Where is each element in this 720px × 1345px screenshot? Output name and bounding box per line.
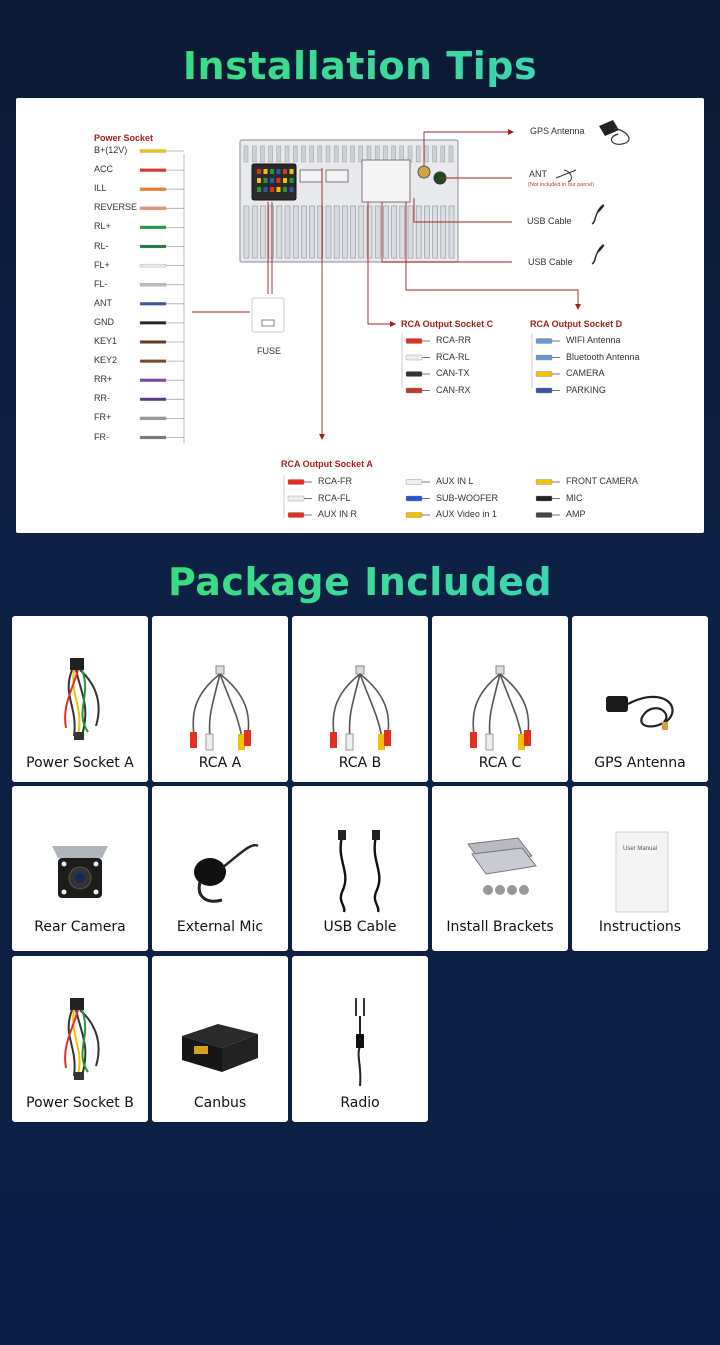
connector-pin xyxy=(290,178,294,183)
heat-fin xyxy=(301,206,306,258)
power-wire xyxy=(140,245,166,248)
microphone-icon xyxy=(152,802,288,920)
rca-plug xyxy=(536,513,552,518)
connector-pin xyxy=(270,178,274,183)
power-pin-label: FL- xyxy=(94,278,108,289)
power-pin-label: RR- xyxy=(94,393,110,404)
heat-fin xyxy=(285,146,289,162)
power-pin-label: KEY2 xyxy=(94,355,118,366)
heat-fin xyxy=(293,146,297,162)
rca-plug xyxy=(406,513,422,518)
socket-item-label: RCA-RR xyxy=(436,335,471,345)
rca-plug xyxy=(406,355,422,360)
heat-fin xyxy=(318,146,322,162)
socket-a-title: RCA Output Socket A xyxy=(281,459,373,469)
arrow-head xyxy=(508,129,514,135)
socket-item-label: CAN-TX xyxy=(436,368,470,378)
connector-pin xyxy=(277,178,281,183)
heat-fin xyxy=(433,146,437,162)
heat-fin xyxy=(260,206,265,258)
heat-fin xyxy=(400,206,405,258)
usb-cable-icon xyxy=(292,802,428,920)
power-pin-label: GND xyxy=(94,316,114,327)
socket-item-label: AUX IN L xyxy=(436,476,474,486)
usb-cable-1-label: USB Cable xyxy=(527,216,572,226)
heat-fin xyxy=(441,146,445,162)
rca-plug xyxy=(288,480,304,485)
port-block xyxy=(300,170,322,182)
socket-item-label: AUX Video in 1 xyxy=(436,509,497,519)
rear-camera-icon xyxy=(12,802,148,920)
gps-antenna-icon xyxy=(572,636,708,754)
socket-item-label: AUX IN R xyxy=(318,509,358,519)
socket-item-label: Bluetooth Antenna xyxy=(566,351,640,362)
power-wire xyxy=(140,436,166,439)
power-pin-label: RL- xyxy=(94,240,109,251)
socket-item-label: MIC xyxy=(566,492,583,503)
power-wire xyxy=(140,169,166,172)
power-wire xyxy=(140,321,166,324)
package-card xyxy=(152,786,288,951)
heat-fin xyxy=(351,206,356,258)
rca-plug xyxy=(536,372,552,377)
rca-plug xyxy=(288,513,304,518)
port-block xyxy=(326,170,348,182)
package-card xyxy=(572,786,708,951)
package-item-name: GPS Antenna xyxy=(594,755,686,771)
heat-fin xyxy=(342,206,347,258)
package-item-name: USB Cable xyxy=(323,919,397,935)
connector-pin xyxy=(264,178,268,183)
package-card xyxy=(152,956,288,1122)
power-wire xyxy=(140,379,166,382)
usb-icon xyxy=(592,245,604,264)
package-card xyxy=(432,786,568,951)
heat-fin xyxy=(293,206,298,258)
heat-fin xyxy=(433,206,438,258)
wiring-diagram xyxy=(16,98,704,533)
connector-pin xyxy=(277,169,281,174)
rca-plug xyxy=(536,355,552,360)
heat-fin xyxy=(244,206,249,258)
radio-cable-icon xyxy=(292,976,428,1094)
power-pin-label: FL+ xyxy=(94,259,110,270)
connector-pin xyxy=(283,178,287,183)
connector-pin xyxy=(290,187,294,192)
package-card xyxy=(152,616,288,782)
heat-fin xyxy=(392,206,397,258)
package-item-name: Radio xyxy=(340,1095,380,1111)
socket-c-title: RCA Output Socket C xyxy=(401,319,494,329)
rca-plug xyxy=(536,339,552,344)
package-item-name: RCA C xyxy=(478,755,522,771)
package-item-name: Instructions xyxy=(598,919,682,935)
package-item-name: Rear Camera xyxy=(34,919,126,935)
package-card xyxy=(12,616,148,782)
fuse-box xyxy=(252,298,284,332)
heat-fin xyxy=(252,206,257,258)
package-card xyxy=(292,786,428,951)
power-wire xyxy=(140,302,166,305)
power-pin-label: B+(12V) xyxy=(94,145,128,155)
power-socket-title: Power Socket xyxy=(94,133,154,143)
gps-port xyxy=(418,166,430,178)
arrow-head xyxy=(575,304,581,310)
usb-cable-2-label: USB Cable xyxy=(528,257,573,267)
heat-fin xyxy=(383,206,388,258)
usb-icon xyxy=(592,205,604,224)
rca-plug xyxy=(536,496,552,501)
package-card xyxy=(432,616,568,782)
package-card xyxy=(292,956,428,1122)
heat-fin xyxy=(351,146,355,162)
power-pin-label: ILL xyxy=(94,183,107,194)
rca-plug xyxy=(406,372,422,377)
package-item-name: Power Socket A xyxy=(26,755,134,771)
connector-pin xyxy=(270,187,274,192)
socket-item-label: RCA-FL xyxy=(318,492,351,503)
heat-fin xyxy=(424,146,428,162)
heat-fin xyxy=(301,146,305,162)
rca-plug xyxy=(536,480,552,485)
ant-label: ANT xyxy=(529,169,547,179)
heat-fin xyxy=(359,206,364,258)
connector-pin xyxy=(257,169,261,174)
socket-item-label: SUB-WOOFER xyxy=(436,492,498,503)
connector-pin xyxy=(257,178,261,183)
connector-pin xyxy=(264,187,268,192)
socket-item-label: PARKING xyxy=(566,384,606,395)
heat-fin xyxy=(310,206,315,258)
heat-fin xyxy=(285,206,290,258)
connector-pin xyxy=(290,169,294,174)
connector-pin xyxy=(283,169,287,174)
fuse-element xyxy=(262,320,274,326)
socket-d-title: RCA Output Socket D xyxy=(530,319,623,329)
heat-fin xyxy=(416,206,421,258)
arrow-head xyxy=(390,321,396,327)
power-wire xyxy=(140,360,166,363)
heat-fin xyxy=(424,206,429,258)
power-wire xyxy=(140,150,166,153)
connector-pin xyxy=(257,187,261,192)
package-item-name: RCA A xyxy=(198,755,242,771)
power-wire xyxy=(140,398,166,401)
socket-item-label: CAN-RX xyxy=(436,384,471,395)
ant-note: (Not included in our parcel) xyxy=(528,182,595,188)
power-wire xyxy=(140,264,166,267)
connector-pin xyxy=(264,169,268,174)
power-wire xyxy=(140,283,166,286)
heat-fin xyxy=(277,146,281,162)
rca-plug xyxy=(406,496,422,501)
section-title-package: Package Included xyxy=(0,560,720,604)
heat-fin xyxy=(326,146,330,162)
socket-item-label: AMP xyxy=(566,509,586,519)
heat-fin xyxy=(342,146,346,162)
connector-pin xyxy=(283,187,287,192)
heat-fin xyxy=(334,146,338,162)
power-pin-label: FR- xyxy=(94,431,109,442)
gps-antenna-label: GPS Antenna xyxy=(530,126,585,136)
connector-pin xyxy=(277,187,281,192)
heat-fin xyxy=(269,146,273,162)
heat-fin xyxy=(326,206,331,258)
power-pin-label: RR+ xyxy=(94,374,113,385)
connector-pin xyxy=(270,169,274,174)
power-pin-label: ACC xyxy=(94,164,114,175)
heat-fin xyxy=(252,146,256,162)
package-item-name: Power Socket B xyxy=(26,1095,134,1111)
package-item-name: RCA B xyxy=(338,755,382,771)
socket-item-label: FRONT CAMERA xyxy=(566,476,638,486)
bracket-icon xyxy=(432,802,568,920)
heat-fin xyxy=(269,206,274,258)
socket-item-label: RCA-RL xyxy=(436,351,470,362)
package-card xyxy=(572,616,708,782)
heat-fin xyxy=(334,206,339,258)
heat-fin xyxy=(277,206,282,258)
heat-fin xyxy=(310,146,314,162)
arrow-head xyxy=(319,434,325,440)
rca-harness-icon xyxy=(292,636,428,754)
socket-item-label: RCA-FR xyxy=(318,476,352,486)
power-pin-label: REVERSE xyxy=(94,202,138,213)
power-wire xyxy=(140,417,166,420)
heat-fin xyxy=(408,206,413,258)
rca-plug xyxy=(536,388,552,393)
power-wire xyxy=(140,341,166,344)
socket-item-label: CAMERA xyxy=(566,368,605,378)
heat-fin xyxy=(260,146,264,162)
socket-item-label: WIFI Antenna xyxy=(566,335,621,345)
fuse-label: FUSE xyxy=(257,346,282,356)
power-wire xyxy=(140,207,166,210)
heat-fin xyxy=(416,146,420,162)
heat-fin xyxy=(375,206,380,258)
section-title-installation: Installation Tips xyxy=(0,44,720,88)
power-wire xyxy=(140,188,166,191)
power-wire xyxy=(140,226,166,229)
heat-fin xyxy=(449,206,454,258)
power-pin-label: RL+ xyxy=(94,221,111,232)
package-card xyxy=(12,956,148,1122)
ant-icon xyxy=(556,170,576,182)
heat-fin xyxy=(449,146,453,162)
heat-fin xyxy=(441,206,446,258)
package-item-name: External Mic xyxy=(176,919,264,935)
heat-fin xyxy=(244,146,248,162)
rca-plug xyxy=(406,339,422,344)
rca-plug xyxy=(406,388,422,393)
rca-harness-icon xyxy=(152,636,288,754)
package-card xyxy=(292,616,428,782)
power-socket-harness-icon xyxy=(12,636,148,754)
package-item-name: Install Brackets xyxy=(446,919,554,935)
package-item-name: Canbus xyxy=(193,1095,247,1111)
rca-plug xyxy=(288,496,304,501)
manual-cover-text: User Manual xyxy=(623,846,658,852)
rca-harness-icon xyxy=(432,636,568,754)
package-card xyxy=(12,786,148,951)
power-pin-label: KEY1 xyxy=(94,336,118,346)
canbus-box-icon xyxy=(152,976,288,1094)
rca-plug xyxy=(406,480,422,485)
rca-connector-block xyxy=(362,160,410,202)
power-pin-label: ANT xyxy=(94,297,112,308)
power-pin-label: FR+ xyxy=(94,412,112,423)
manual-icon xyxy=(572,802,708,920)
power-socket-harness-icon xyxy=(12,976,148,1094)
